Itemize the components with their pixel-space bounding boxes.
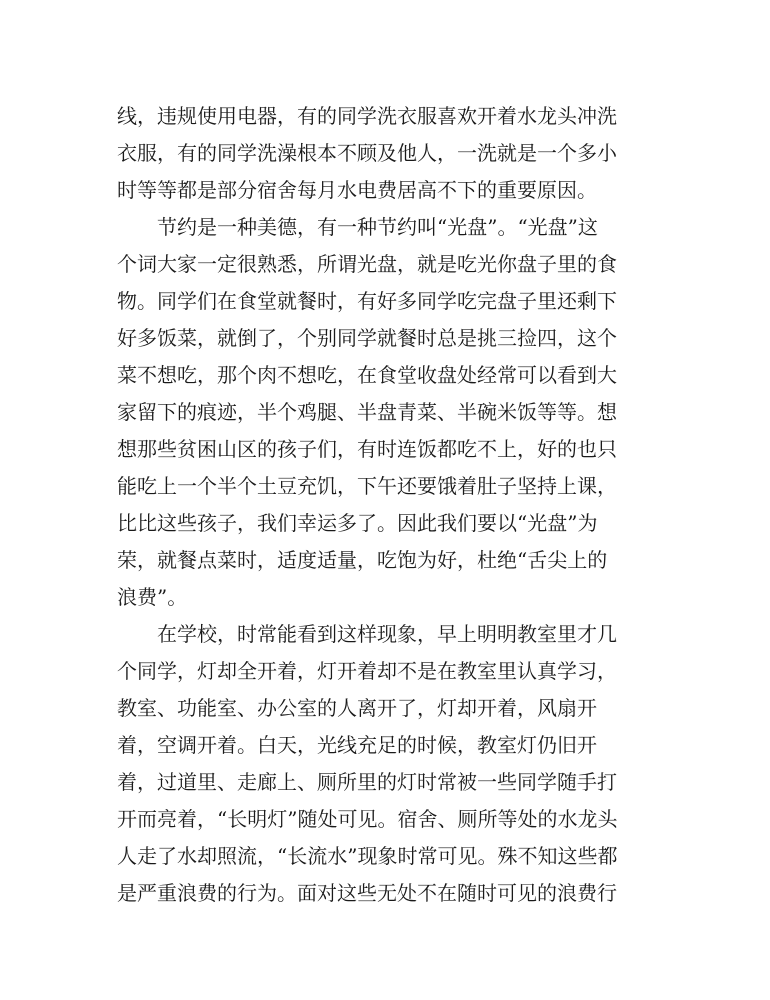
text-line: 衣服，有的同学洗澡根本不顾及他人，一洗就是一个多小 xyxy=(117,141,617,165)
text-line: 个词大家一定很熟悉，所谓光盘，就是吃光你盘子里的食 xyxy=(117,252,617,276)
text-line: 比比这些孩子，我们幸运多了。因此我们要以“光盘”为 xyxy=(117,511,598,535)
text-line: 着，过道里、走廊上、厕所里的灯时常被一些同学随手打 xyxy=(117,770,617,794)
paragraph-first-line: 在学校，时常能看到这样现象，早上明明教室里才几 xyxy=(157,622,617,646)
text-line: 时等等都是部分宿舍每月水电费居高不下的重要原因。 xyxy=(117,178,597,202)
text-line: 想那些贫困山区的孩子们，有时连饭都吃不上，好的也只 xyxy=(117,437,617,461)
text-line: 是严重浪费的行为。面对这些无处不在随时可见的浪费行 xyxy=(117,881,617,905)
body-text xyxy=(117,98,662,912)
paragraph-first-line: 节约是一种美德，有一种节约叫“光盘”。“光盘”这 xyxy=(157,215,598,239)
text-line: 开而亮着，“长明灯”随处可见。宿舍、厕所等处的水龙头 xyxy=(117,807,618,831)
text-line: 教室、功能室、办公室的人离开了，灯却开着，风扇开 xyxy=(117,696,597,720)
text-line: 荣，就餐点菜时，适度适量，吃饱为好，杜绝“舌尖上的 xyxy=(117,548,608,572)
text-line: 物。同学们在食堂就餐时，有好多同学吃完盘子里还剩下 xyxy=(117,289,617,313)
text-line: 家留下的痕迹，半个鸡腿、半盘青菜、半碗米饭等等。想 xyxy=(117,400,617,424)
text-line: 浪费”。 xyxy=(117,585,188,609)
text-line: 能吃上一个半个土豆充饥，下午还要饿着肚子坚持上课， xyxy=(117,474,617,498)
text-line: 菜不想吃，那个肉不想吃，在食堂收盘处经常可以看到大 xyxy=(117,363,617,387)
text-line: 人走了水却照流，“长流水”现象时常可见。殊不知这些都 xyxy=(117,844,618,868)
text-line: 着，空调开着。白天，光线充足的时候，教室灯仍旧开 xyxy=(117,733,597,757)
text-line: 好多饭菜，就倒了，个别同学就餐时总是挑三捡四，这个 xyxy=(117,326,617,350)
text-line: 线，违规使用电器，有的同学洗衣服喜欢开着水龙头冲洗 xyxy=(117,104,617,128)
text-line: 个同学，灯却全开着，灯开着却不是在教室里认真学习， xyxy=(117,659,617,683)
